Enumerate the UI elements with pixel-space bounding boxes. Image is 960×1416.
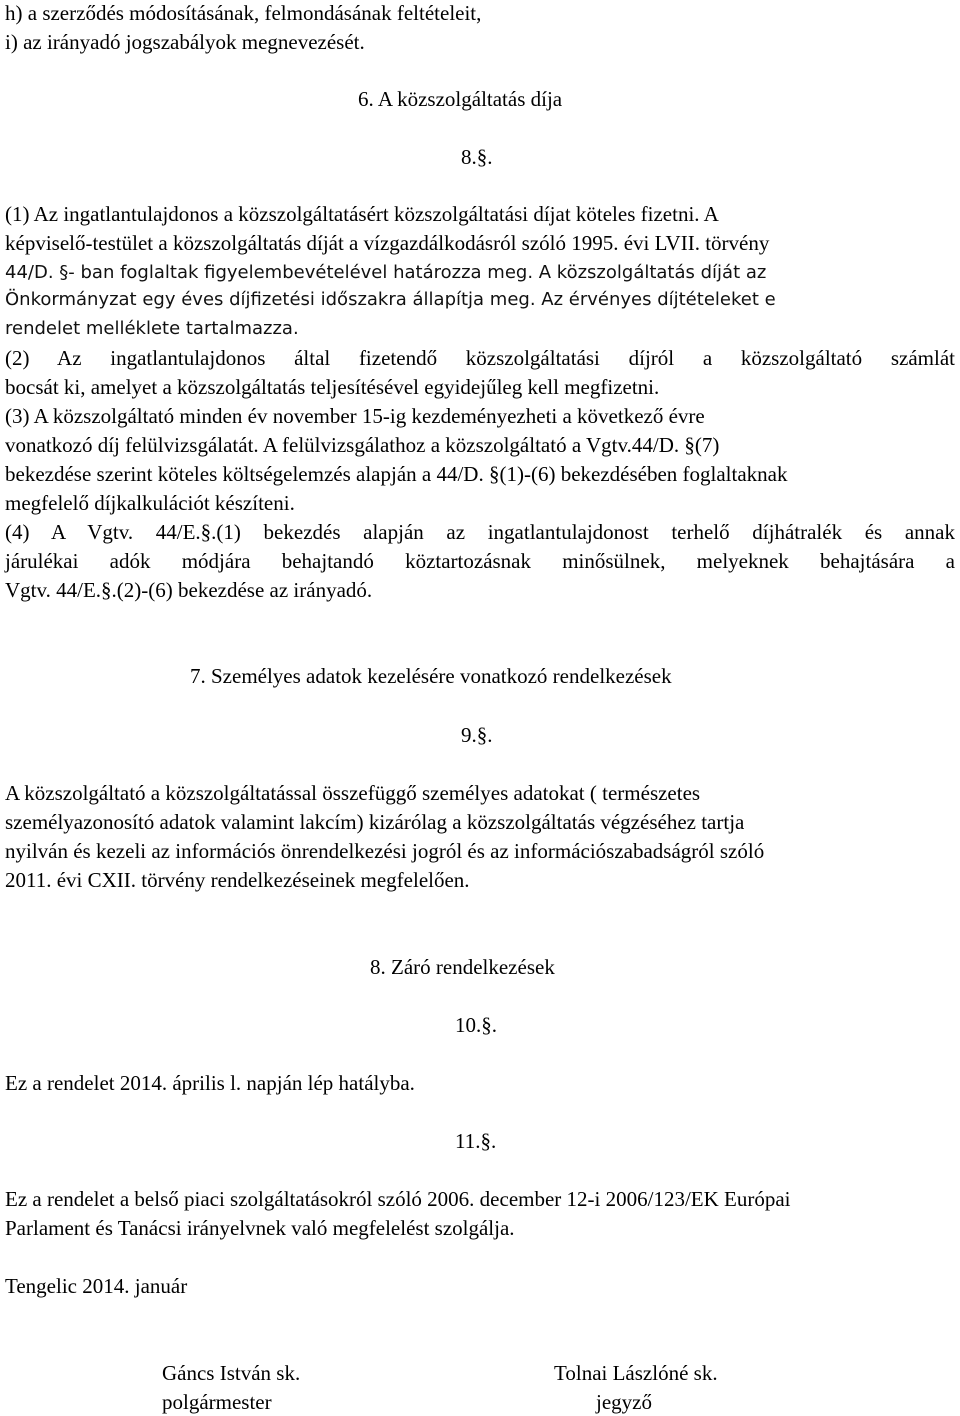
section-7-para-number: 9.§.	[461, 723, 493, 747]
para-11-number: 11.§.	[455, 1129, 497, 1153]
para-11-line-2: Parlament és Tanácsi irányelvnek való megfelelést szolgálja.	[5, 1216, 515, 1240]
p1-line-5: rendelet melléklete tartalmazza.	[5, 318, 299, 339]
p3-line-2: vonatkozó díj felülvizsgálatát. A felülvizsgálathoz a közszolgáltató a Vgtv.44/D. §(7)	[5, 433, 720, 457]
p1-line-2: képviselő-testület a közszolgáltatás díját a vízgazdálkodásról szóló 1995. évi LVII. törvény	[5, 231, 770, 255]
para-11-line-1: Ez a rendelet a belső piaci szolgáltatásokról szóló 2006. december 12-i 2006/123/EK Európai	[5, 1187, 791, 1211]
signer-2-title: jegyző	[596, 1390, 652, 1414]
s7-line-3: nyilván és kezeli az információs önrendelkezési jogról és az információszabadságról szóló	[5, 839, 765, 863]
signer-2-name: Tolnai Lászlóné sk.	[554, 1361, 718, 1385]
section-6-heading: 6. A közszolgáltatás díja	[358, 87, 563, 111]
p3-line-1: (3) A közszolgáltató minden év november 15-ig kezdeményezheti a következő évre	[5, 404, 705, 428]
p4-line-1: (4) A Vgtv. 44/E.§.(1) bekezdés alapján az ingatlantulajdonost terhelő díjhátralék és annak	[5, 520, 955, 544]
para-10-text: Ez a rendelet 2014. április l. napján lép hatályba.	[5, 1071, 415, 1095]
list-item-i: i) az irányadó jogszabályok megnevezését.	[5, 30, 365, 54]
p1-line-4: Önkormányzat egy éves díjfizetési időszakra állapítja meg. Az érvényes díjtételeket e	[5, 289, 776, 310]
p3-line-4: megfelelő díjkalkulációt készíteni.	[5, 491, 295, 515]
p2-line-2: bocsát ki, amelyet a közszolgáltatás teljesítésével egyidejűleg kell megfizetni.	[5, 375, 660, 399]
section-7-heading: 7. Személyes adatok kezelésére vonatkozó rendelkezések	[190, 664, 672, 688]
place-date: Tengelic 2014. január	[5, 1274, 188, 1298]
p1-line-1: (1) Az ingatlantulajdonos a közszolgáltatásért közszolgáltatási díjat köteles fizetni. A	[5, 202, 719, 226]
p4-line-2: járulékai adók módjára behajtandó köztartozásnak minősülnek, melyeknek behajtására a	[5, 549, 955, 573]
signer-1-title: polgármester	[162, 1390, 272, 1414]
p4-line-3: Vgtv. 44/E.§.(2)-(6) bekezdése az irányadó.	[5, 578, 373, 602]
list-item-h: h) a szerződés módosításának, felmondásának feltételeit,	[5, 1, 482, 25]
p1-line-3	[5, 259, 766, 285]
section-8-heading: 8. Záró rendelkezések	[370, 955, 555, 979]
s7-line-4: 2011. évi CXII. törvény rendelkezéseinek megfelelően.	[5, 868, 470, 892]
s7-line-2: személyazonosító adatok valamint lakcím) kizárólag a közszolgáltatás végzéséhez tartja	[5, 810, 745, 834]
signer-1-name: Gáncs István sk.	[162, 1361, 301, 1385]
s7-line-1: A közszolgáltató a közszolgáltatással összefüggő személyes adatokat ( természetes	[5, 781, 701, 805]
p3-line-3: bekezdése szerint köteles költségelemzés alapján a 44/D. §(1)-(6) bekezdésében foglaltaknak	[5, 462, 788, 486]
p2-line-1: (2) Az ingatlantulajdonos által fizetendő közszolgáltatási díjról a közszolgáltató számlát	[5, 346, 955, 370]
p1-line-3-text: 44/D. §- ban foglaltak figyelembevételével határozza meg. A közszolgáltatás díját az	[5, 262, 767, 283]
section-6-para-number: 8.§.	[461, 145, 493, 169]
para-10-number: 10.§.	[455, 1013, 497, 1037]
